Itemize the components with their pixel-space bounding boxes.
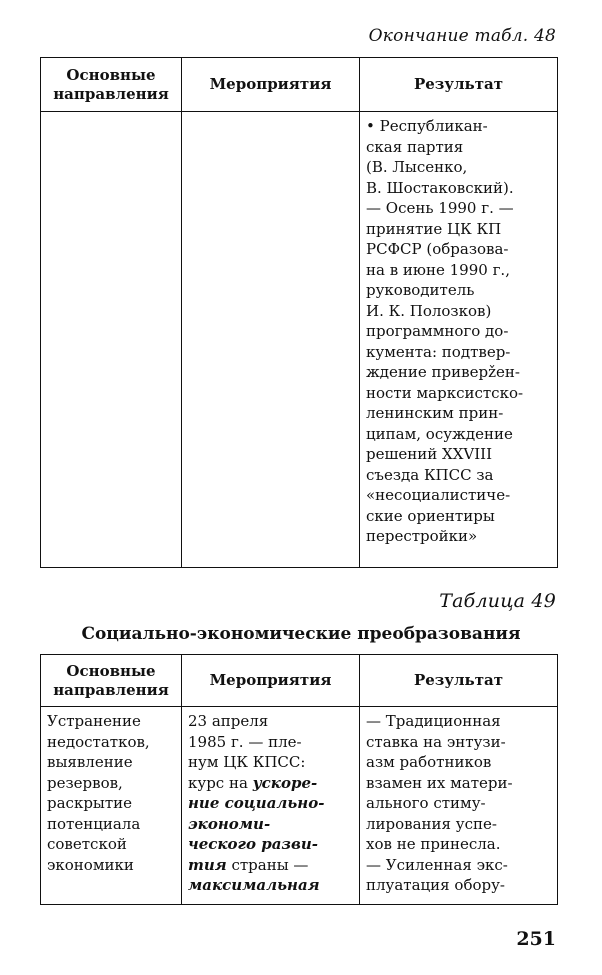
text-line: И. К. Полозков) — [366, 301, 492, 320]
cell-measures — [182, 112, 360, 568]
text-line: плуатация обору- — [366, 876, 505, 894]
text-line: лирования успе- — [366, 814, 497, 833]
text-line: съезда КПСС за — [366, 465, 494, 484]
text-line: ская партия — [366, 137, 464, 156]
text-line — [188, 732, 353, 753]
emphasis-text: ческого разви- — [188, 835, 318, 853]
text-line: В. Шостаковский). — [366, 178, 514, 197]
table-48 — [40, 57, 558, 568]
text-line: руководитель — [366, 281, 475, 299]
text-line: — Осень 1990 г. — — [366, 199, 514, 217]
regular-text: нум ЦК КПСС: — [188, 753, 306, 771]
header-measures: Мероприятия — [182, 58, 360, 112]
text-line: ленинским прин- — [366, 404, 504, 422]
text-line — [188, 855, 353, 876]
text-line — [188, 793, 353, 814]
cell-directions — [41, 112, 182, 568]
text-line: раскрытие — [47, 794, 133, 812]
text-line: резервов, — [47, 773, 123, 792]
header-measures: Мероприятия — [182, 655, 360, 707]
cell-measures — [182, 707, 360, 905]
table-title: Социально-экономические преобразования — [81, 624, 521, 644]
regular-text: 23 апреля — [188, 712, 269, 730]
text-line: советской — [47, 835, 127, 853]
text-line: «несоциалистиче- — [366, 486, 511, 504]
text-line: — Традиционная — [366, 712, 501, 730]
regular-text: 1985 г. — пле- — [188, 732, 302, 751]
text-line: ального стиму- — [366, 794, 486, 812]
text-line: принятие ЦК КП — [366, 219, 502, 238]
text-line: взамен их матери- — [366, 773, 513, 792]
text-line: хов не принесла. — [366, 835, 501, 853]
text-line: программного до- — [366, 322, 509, 340]
text-line: • Республикан- — [366, 117, 488, 135]
table-49 — [40, 654, 558, 905]
cell-directions — [41, 707, 182, 905]
table-row — [41, 112, 558, 568]
table-row — [41, 707, 558, 905]
regular-text: страны — — [226, 855, 309, 874]
text-line: азм работников — [366, 753, 492, 771]
emphasis-text: экономи- — [188, 814, 271, 833]
text-line: перестройки» — [366, 527, 478, 545]
text-line — [188, 875, 353, 896]
text-line: решений XXVIII — [366, 445, 493, 463]
text-line: выявление — [47, 753, 133, 771]
header-result: Результат — [360, 58, 558, 112]
text-line — [188, 814, 353, 835]
text-line: потенциала — [47, 814, 141, 833]
text-line: (В. Лысенко, — [366, 158, 468, 176]
text-line: — Усиленная экс- — [366, 855, 508, 874]
text-line: кумента: подтвер- — [366, 342, 511, 361]
emphasis-text: ускоре- — [252, 773, 318, 792]
text-line: на в июне 1990 г., — [366, 260, 510, 279]
continuation-caption: Окончание табл. 48 — [368, 26, 556, 46]
text-line — [188, 752, 353, 773]
header-directions: Основные направления — [41, 655, 182, 707]
table-header-row — [41, 655, 558, 707]
emphasis-text: максимальная — [188, 876, 320, 894]
text-line: Устранение — [47, 712, 141, 730]
regular-text: курс на — [188, 773, 253, 792]
emphasis-text: ние социально- — [188, 794, 325, 812]
text-line — [188, 834, 353, 855]
text-line — [188, 773, 353, 794]
emphasis-text: тия — [188, 855, 227, 874]
text-line: ципам, осуждение — [366, 424, 513, 443]
table-caption: Таблица 49 — [439, 590, 556, 612]
text-line: ждение приверžен- — [366, 363, 520, 381]
text-line: ские ориентиры — [366, 506, 495, 525]
header-result: Результат — [360, 655, 558, 707]
text-line: ности марксистско- — [366, 383, 524, 402]
cell-result — [360, 707, 558, 905]
page-number: 251 — [516, 928, 556, 950]
text-line: РСФСР (образова- — [366, 240, 509, 258]
text-line — [188, 711, 353, 732]
text-line: экономики — [47, 855, 134, 874]
table-header-row — [41, 58, 558, 112]
cell-result — [360, 112, 558, 568]
text-line: недостатков, — [47, 732, 150, 751]
header-directions: Основные направления — [41, 58, 182, 112]
text-line: ставка на энтузи- — [366, 732, 506, 751]
